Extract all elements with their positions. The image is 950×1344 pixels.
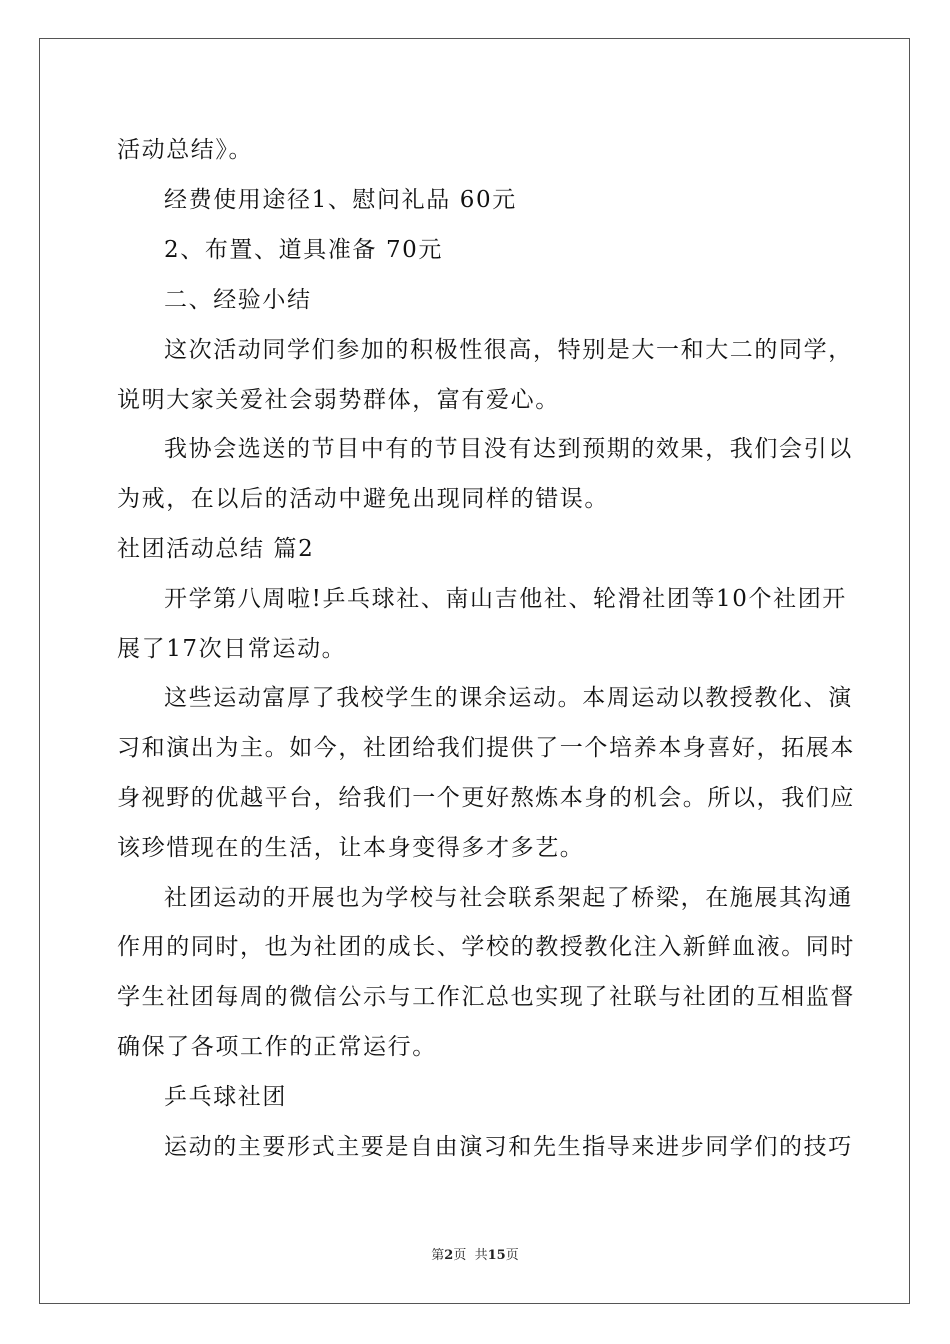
page-label-suffix: 页 (505, 1248, 519, 1263)
text-line: 习和演出为主。如今，社团给我们提供了一个培养本身喜好，拓展本 (117, 735, 855, 761)
section-heading: 乒乓球社团 (164, 1084, 287, 1110)
page-footer (0, 1248, 950, 1264)
text-line: 确保了各项工作的正常运行。 (117, 1034, 437, 1060)
text-line: 这些运动富厚了我校学生的课余运动。本周运动以教授教化、演 (164, 685, 853, 711)
text-line: 说明大家关爱社会弱势群体，富有爱心。 (117, 387, 560, 413)
text-line: 展了17次日常运动。 (117, 636, 347, 662)
text-line: 学生社团每周的微信公示与工作汇总也实现了社联与社团的互相监督 (117, 984, 855, 1010)
text-line: 开学第八周啦!乒乓球社、南山吉他社、轮滑社团等10个社团开 (164, 586, 847, 612)
section-heading: 二、经验小结 (164, 287, 312, 313)
page-current: 2 (444, 1248, 454, 1263)
text-line: 身视野的优越平台，给我们一个更好熬炼本身的机会。所以，我们应 (117, 785, 855, 811)
text-line: 作用的同时，也为社团的成长、学校的教授教化注入新鲜血液。同时 (117, 934, 855, 960)
text-line: 经费使用途径1、慰问礼品 60元 (164, 187, 517, 213)
page-border (39, 38, 910, 1304)
text-line: 该珍惜现在的生活，让本身变得多才多艺。 (117, 835, 585, 861)
page-label-mid: 页 共 (453, 1248, 488, 1263)
page-label-prefix: 第 (431, 1248, 445, 1263)
text-line: 2、布置、道具准备 70元 (164, 237, 444, 263)
page-total: 15 (487, 1248, 506, 1263)
text-line: 这次活动同学们参加的积极性很高，特别是大一和大二的同学， (164, 337, 853, 363)
article-title: 社团活动总结 篇2 (117, 536, 315, 562)
text-line: 活动总结》。 (117, 137, 254, 163)
text-line: 运动的主要形式主要是自由演习和先生指导来进步同学们的技巧 (164, 1134, 853, 1160)
text-line: 我协会选送的节目中有的节目没有达到预期的效果，我们会引以 (164, 436, 853, 462)
text-line: 为戒，在以后的活动中避免出现同样的错误。 (117, 486, 609, 512)
text-line: 社团运动的开展也为学校与社会联系架起了桥梁，在施展其沟通 (164, 885, 853, 911)
